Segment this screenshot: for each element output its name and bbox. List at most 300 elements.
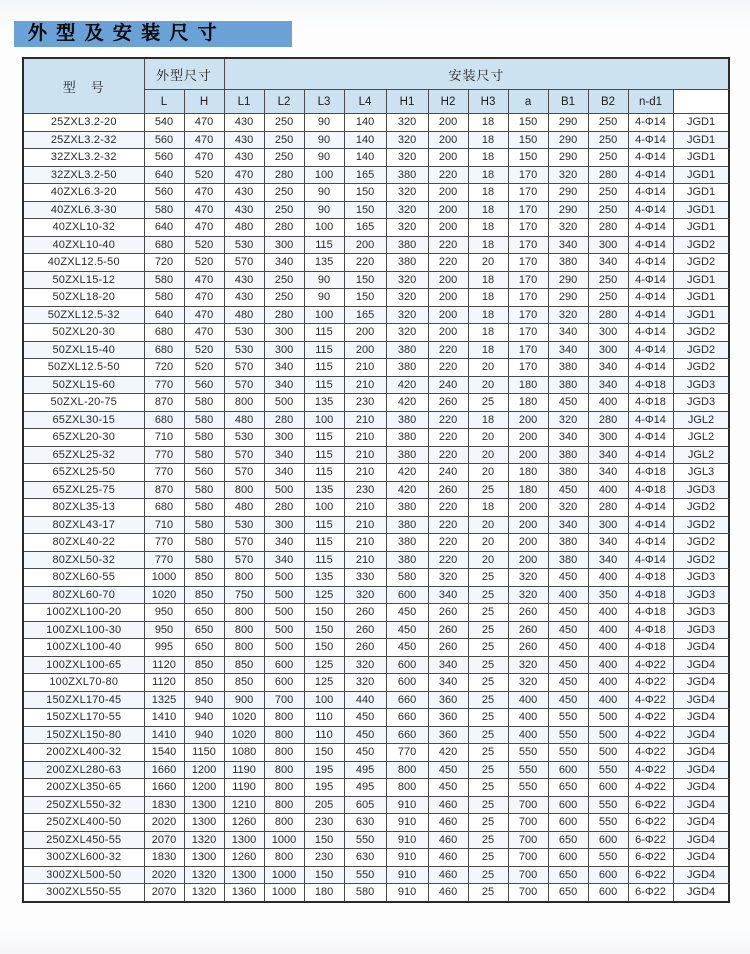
cell-damper-spec: JGD4 <box>673 831 729 849</box>
cell-l3: 115 <box>304 551 344 569</box>
cell-h1: 320 <box>386 149 428 167</box>
cell-h2: 420 <box>428 744 468 762</box>
cell-n-d1: 4-Φ14 <box>628 516 673 534</box>
cell-damper-spec: JGD4 <box>673 884 729 902</box>
cell-b2: 400 <box>588 481 628 499</box>
cell-l: 1660 <box>144 779 184 797</box>
cell-model: 65ZXL25-75 <box>23 481 144 499</box>
cell-b2: 250 <box>588 114 628 132</box>
cell-l: 560 <box>144 131 184 149</box>
cell-l4: 450 <box>344 744 386 762</box>
table-row <box>23 341 729 359</box>
cell-l4: 210 <box>344 411 386 429</box>
table-row <box>23 884 729 902</box>
cell-h: 940 <box>184 691 224 709</box>
cell-h: 940 <box>184 709 224 727</box>
cell-damper-spec: JGD4 <box>673 674 729 692</box>
table-row <box>23 131 729 149</box>
cell-l2: 340 <box>264 464 304 482</box>
cell-damper-spec: JGD2 <box>673 324 729 342</box>
cell-l4: 150 <box>344 201 386 219</box>
cell-l2: 250 <box>264 271 304 289</box>
cell-h1: 600 <box>386 586 428 604</box>
cell-h3: 18 <box>468 201 508 219</box>
cell-n-d1: 4-Φ14 <box>628 446 673 464</box>
cell-b1: 320 <box>548 306 588 324</box>
cell-l1: 530 <box>224 429 264 447</box>
cell-l: 1540 <box>144 744 184 762</box>
cell-b2: 400 <box>588 394 628 412</box>
cell-a: 400 <box>508 691 548 709</box>
table-row <box>23 499 729 517</box>
cell-l4: 210 <box>344 464 386 482</box>
table-row <box>23 166 729 184</box>
cell-b2: 340 <box>588 359 628 377</box>
cell-l: 640 <box>144 166 184 184</box>
cell-l4: 210 <box>344 429 386 447</box>
cell-l: 1830 <box>144 796 184 814</box>
cell-b1: 550 <box>548 726 588 744</box>
cell-l4: 605 <box>344 796 386 814</box>
cell-h2: 460 <box>428 814 468 832</box>
cell-l: 870 <box>144 394 184 412</box>
cell-h2: 340 <box>428 674 468 692</box>
cell-b1: 650 <box>548 831 588 849</box>
cell-damper-spec: JGD2 <box>673 359 729 377</box>
cell-damper-spec: JGL2 <box>673 411 729 429</box>
cell-h3: 25 <box>468 604 508 622</box>
col-header-model: 型 号 <box>23 58 144 114</box>
cell-a: 400 <box>508 726 548 744</box>
cell-l: 540 <box>144 114 184 132</box>
cell-b2: 340 <box>588 446 628 464</box>
cell-l3: 90 <box>304 184 344 202</box>
cell-h3: 20 <box>468 464 508 482</box>
table-row <box>23 831 729 849</box>
cell-l2: 500 <box>264 394 304 412</box>
cell-b1: 340 <box>548 341 588 359</box>
cell-damper-spec: JGD1 <box>673 271 729 289</box>
cell-model: 150ZXL150-80 <box>23 726 144 744</box>
cell-model: 300ZXL500-50 <box>23 866 144 884</box>
cell-a: 550 <box>508 744 548 762</box>
cell-b1: 380 <box>548 359 588 377</box>
cell-h3: 18 <box>468 114 508 132</box>
cell-b1: 550 <box>548 709 588 727</box>
cell-b2: 400 <box>588 569 628 587</box>
cell-l4: 140 <box>344 114 386 132</box>
cell-h3: 20 <box>468 254 508 272</box>
cell-l3: 150 <box>304 621 344 639</box>
cell-l: 770 <box>144 534 184 552</box>
cell-h1: 320 <box>386 219 428 237</box>
table-row <box>23 814 729 832</box>
cell-damper-spec: JGD2 <box>673 236 729 254</box>
cell-l3: 100 <box>304 691 344 709</box>
cell-b1: 290 <box>548 201 588 219</box>
cell-a: 200 <box>508 534 548 552</box>
cell-h2: 340 <box>428 586 468 604</box>
cell-h: 650 <box>184 621 224 639</box>
cell-h: 470 <box>184 306 224 324</box>
cell-model: 200ZXL280-63 <box>23 761 144 779</box>
cell-h2: 200 <box>428 114 468 132</box>
cell-l: 770 <box>144 551 184 569</box>
cell-h: 470 <box>184 114 224 132</box>
cell-h: 470 <box>184 131 224 149</box>
cell-n-d1: 4-Φ18 <box>628 604 673 622</box>
cell-a: 550 <box>508 761 548 779</box>
cell-l: 2020 <box>144 866 184 884</box>
cell-l3: 125 <box>304 674 344 692</box>
cell-l3: 90 <box>304 271 344 289</box>
cell-l4: 210 <box>344 551 386 569</box>
cell-model: 80ZXL60-70 <box>23 586 144 604</box>
cell-l1: 480 <box>224 499 264 517</box>
cell-l2: 300 <box>264 324 304 342</box>
cell-h2: 200 <box>428 306 468 324</box>
cell-model: 32ZXL3.2-50 <box>23 166 144 184</box>
cell-l4: 440 <box>344 691 386 709</box>
cell-a: 170 <box>508 201 548 219</box>
cell-h1: 910 <box>386 796 428 814</box>
cell-b2: 280 <box>588 166 628 184</box>
col-group-outline-dimensions: 外型尺寸 <box>144 58 224 90</box>
cell-l1: 530 <box>224 341 264 359</box>
cell-l3: 90 <box>304 149 344 167</box>
cell-l4: 165 <box>344 306 386 324</box>
cell-l2: 1000 <box>264 866 304 884</box>
cell-b2: 600 <box>588 866 628 884</box>
cell-h3: 25 <box>468 569 508 587</box>
cell-h: 1320 <box>184 866 224 884</box>
cell-l4: 450 <box>344 709 386 727</box>
cell-damper-spec: JGD1 <box>673 166 729 184</box>
cell-l: 680 <box>144 411 184 429</box>
cell-h3: 25 <box>468 691 508 709</box>
cell-h2: 220 <box>428 429 468 447</box>
cell-l4: 320 <box>344 656 386 674</box>
cell-n-d1: 4-Φ14 <box>628 289 673 307</box>
cell-l3: 115 <box>304 341 344 359</box>
cell-damper-spec: JGD1 <box>673 184 729 202</box>
cell-damper-spec: JGL2 <box>673 429 729 447</box>
cell-a: 170 <box>508 166 548 184</box>
cell-model: 65ZXL20-30 <box>23 429 144 447</box>
cell-h3: 25 <box>468 656 508 674</box>
col-header-b1: B1 <box>548 90 588 114</box>
table-row <box>23 306 729 324</box>
cell-a: 700 <box>508 866 548 884</box>
cell-n-d1: 4-Φ14 <box>628 131 673 149</box>
cell-h1: 660 <box>386 709 428 727</box>
cell-l2: 280 <box>264 499 304 517</box>
cell-a: 180 <box>508 394 548 412</box>
cell-b2: 250 <box>588 131 628 149</box>
cell-n-d1: 4-Φ14 <box>628 184 673 202</box>
cell-l: 710 <box>144 516 184 534</box>
cell-h: 470 <box>184 289 224 307</box>
col-header-l2: L2 <box>264 90 304 114</box>
cell-h: 650 <box>184 604 224 622</box>
cell-n-d1: 4-Φ14 <box>628 114 673 132</box>
cell-l1: 530 <box>224 516 264 534</box>
cell-l4: 450 <box>344 726 386 744</box>
table-row <box>23 761 729 779</box>
cell-l2: 340 <box>264 254 304 272</box>
cell-h: 580 <box>184 481 224 499</box>
cell-l3: 115 <box>304 376 344 394</box>
cell-l3: 90 <box>304 201 344 219</box>
cell-h2: 460 <box>428 796 468 814</box>
table-row <box>23 324 729 342</box>
cell-l1: 430 <box>224 184 264 202</box>
cell-b2: 600 <box>588 884 628 902</box>
cell-h3: 20 <box>468 516 508 534</box>
cell-b2: 250 <box>588 271 628 289</box>
cell-damper-spec: JGD3 <box>673 481 729 499</box>
cell-damper-spec: JGD2 <box>673 254 729 272</box>
cell-l4: 210 <box>344 534 386 552</box>
cell-h1: 910 <box>386 884 428 902</box>
cell-h1: 450 <box>386 604 428 622</box>
cell-l1: 750 <box>224 586 264 604</box>
cell-b2: 500 <box>588 709 628 727</box>
cell-h1: 800 <box>386 779 428 797</box>
cell-l4: 260 <box>344 639 386 657</box>
cell-b1: 600 <box>548 796 588 814</box>
cell-b1: 290 <box>548 149 588 167</box>
cell-n-d1: 4-Φ14 <box>628 499 673 517</box>
cell-b1: 320 <box>548 499 588 517</box>
cell-l3: 135 <box>304 394 344 412</box>
cell-h2: 220 <box>428 254 468 272</box>
cell-a: 170 <box>508 271 548 289</box>
cell-h: 560 <box>184 376 224 394</box>
cell-damper-spec: JGD2 <box>673 499 729 517</box>
cell-l1: 430 <box>224 114 264 132</box>
cell-a: 320 <box>508 674 548 692</box>
col-header-n-d1: n-d1 <box>628 90 673 114</box>
cell-n-d1: 4-Φ22 <box>628 656 673 674</box>
cell-model: 32ZXL3.2-32 <box>23 149 144 167</box>
cell-h3: 18 <box>468 131 508 149</box>
cell-l3: 230 <box>304 814 344 832</box>
cell-b2: 500 <box>588 744 628 762</box>
cell-h2: 200 <box>428 324 468 342</box>
cell-b1: 650 <box>548 779 588 797</box>
cell-l4: 220 <box>344 254 386 272</box>
cell-l3: 115 <box>304 429 344 447</box>
cell-h: 1300 <box>184 814 224 832</box>
cell-l4: 630 <box>344 849 386 867</box>
col-header-a: a <box>508 90 548 114</box>
cell-l4: 210 <box>344 446 386 464</box>
cell-b2: 300 <box>588 236 628 254</box>
cell-model: 80ZXL40-22 <box>23 534 144 552</box>
cell-l: 720 <box>144 254 184 272</box>
cell-h1: 320 <box>386 114 428 132</box>
cell-b1: 340 <box>548 236 588 254</box>
cell-a: 200 <box>508 499 548 517</box>
cell-n-d1: 6-Φ22 <box>628 796 673 814</box>
cell-b1: 340 <box>548 429 588 447</box>
cell-h3: 25 <box>468 726 508 744</box>
cell-l: 2070 <box>144 884 184 902</box>
cell-model: 40ZXL10-40 <box>23 236 144 254</box>
cell-h1: 420 <box>386 481 428 499</box>
cell-b2: 550 <box>588 849 628 867</box>
cell-b1: 290 <box>548 289 588 307</box>
cell-damper-spec: JGD4 <box>673 779 729 797</box>
cell-b1: 290 <box>548 184 588 202</box>
cell-a: 170 <box>508 289 548 307</box>
cell-l2: 500 <box>264 481 304 499</box>
cell-a: 170 <box>508 306 548 324</box>
cell-a: 150 <box>508 149 548 167</box>
table-row <box>23 429 729 447</box>
cell-l1: 430 <box>224 131 264 149</box>
cell-h: 470 <box>184 184 224 202</box>
table-row <box>23 394 729 412</box>
col-header-l4: L4 <box>344 90 386 114</box>
cell-b1: 380 <box>548 534 588 552</box>
cell-model: 50ZXL12.5-32 <box>23 306 144 324</box>
cell-n-d1: 4-Φ22 <box>628 726 673 744</box>
cell-l: 640 <box>144 219 184 237</box>
cell-l4: 580 <box>344 884 386 902</box>
cell-a: 170 <box>508 236 548 254</box>
cell-l1: 570 <box>224 359 264 377</box>
cell-model: 300ZXL550-55 <box>23 884 144 902</box>
cell-l2: 250 <box>264 289 304 307</box>
cell-h: 850 <box>184 674 224 692</box>
cell-h: 850 <box>184 569 224 587</box>
cell-damper-spec: JGD2 <box>673 534 729 552</box>
cell-h3: 18 <box>468 236 508 254</box>
cell-h3: 25 <box>468 796 508 814</box>
cell-b2: 400 <box>588 621 628 639</box>
cell-l4: 140 <box>344 149 386 167</box>
cell-h2: 320 <box>428 569 468 587</box>
cell-h3: 25 <box>468 639 508 657</box>
cell-b2: 280 <box>588 219 628 237</box>
cell-l1: 430 <box>224 289 264 307</box>
cell-h: 940 <box>184 726 224 744</box>
cell-model: 50ZXL18-20 <box>23 289 144 307</box>
cell-h3: 25 <box>468 814 508 832</box>
cell-b1: 290 <box>548 271 588 289</box>
cell-model: 80ZXL60-55 <box>23 569 144 587</box>
cell-model: 80ZXL43-17 <box>23 516 144 534</box>
table-row <box>23 271 729 289</box>
cell-l1: 800 <box>224 639 264 657</box>
cell-model: 100ZXL100-20 <box>23 604 144 622</box>
cell-a: 170 <box>508 359 548 377</box>
cell-l4: 200 <box>344 324 386 342</box>
cell-b2: 400 <box>588 639 628 657</box>
cell-b1: 650 <box>548 884 588 902</box>
cell-h2: 360 <box>428 691 468 709</box>
cell-l: 2070 <box>144 831 184 849</box>
cell-l2: 500 <box>264 621 304 639</box>
col-header-h2: H2 <box>428 90 468 114</box>
cell-damper-spec: JGD2 <box>673 516 729 534</box>
cell-l4: 210 <box>344 359 386 377</box>
cell-h3: 25 <box>468 674 508 692</box>
cell-l2: 800 <box>264 726 304 744</box>
cell-damper-spec: JGD4 <box>673 656 729 674</box>
cell-l: 640 <box>144 306 184 324</box>
cell-b2: 300 <box>588 324 628 342</box>
cell-h1: 320 <box>386 201 428 219</box>
cell-h: 650 <box>184 639 224 657</box>
cell-damper-spec: JGD2 <box>673 551 729 569</box>
cell-l3: 125 <box>304 586 344 604</box>
cell-l1: 530 <box>224 236 264 254</box>
cell-b1: 340 <box>548 324 588 342</box>
cell-a: 170 <box>508 324 548 342</box>
cell-l4: 495 <box>344 761 386 779</box>
cell-h2: 460 <box>428 831 468 849</box>
cell-b2: 350 <box>588 586 628 604</box>
cell-h3: 20 <box>468 534 508 552</box>
cell-l1: 480 <box>224 219 264 237</box>
cell-l1: 570 <box>224 376 264 394</box>
cell-a: 180 <box>508 376 548 394</box>
cell-n-d1: 6-Φ22 <box>628 884 673 902</box>
cell-l2: 300 <box>264 341 304 359</box>
cell-h2: 200 <box>428 219 468 237</box>
cell-b1: 290 <box>548 131 588 149</box>
table-row <box>23 481 729 499</box>
cell-a: 150 <box>508 131 548 149</box>
cell-l1: 800 <box>224 604 264 622</box>
cell-l1: 570 <box>224 551 264 569</box>
cell-l2: 340 <box>264 446 304 464</box>
table-row <box>23 796 729 814</box>
cell-a: 320 <box>508 586 548 604</box>
cell-model: 50ZXL15-40 <box>23 341 144 359</box>
cell-b1: 380 <box>548 551 588 569</box>
cell-model: 80ZXL35-13 <box>23 499 144 517</box>
cell-n-d1: 4-Φ14 <box>628 254 673 272</box>
cell-l2: 800 <box>264 849 304 867</box>
cell-l: 680 <box>144 341 184 359</box>
cell-a: 200 <box>508 411 548 429</box>
cell-l4: 210 <box>344 499 386 517</box>
cell-h2: 360 <box>428 726 468 744</box>
cell-l2: 300 <box>264 516 304 534</box>
cell-l3: 150 <box>304 639 344 657</box>
cell-damper-spec: JGD4 <box>673 639 729 657</box>
cell-n-d1: 4-Φ14 <box>628 411 673 429</box>
cell-b1: 450 <box>548 656 588 674</box>
cell-l3: 150 <box>304 831 344 849</box>
cell-h: 470 <box>184 149 224 167</box>
cell-h: 850 <box>184 656 224 674</box>
cell-h1: 320 <box>386 324 428 342</box>
cell-model: 65ZXL30-15 <box>23 411 144 429</box>
cell-h1: 420 <box>386 376 428 394</box>
cell-l1: 800 <box>224 481 264 499</box>
cell-h1: 800 <box>386 761 428 779</box>
cell-l4: 150 <box>344 184 386 202</box>
cell-a: 550 <box>508 779 548 797</box>
cell-l2: 250 <box>264 149 304 167</box>
cell-l3: 115 <box>304 516 344 534</box>
cell-n-d1: 4-Φ14 <box>628 236 673 254</box>
